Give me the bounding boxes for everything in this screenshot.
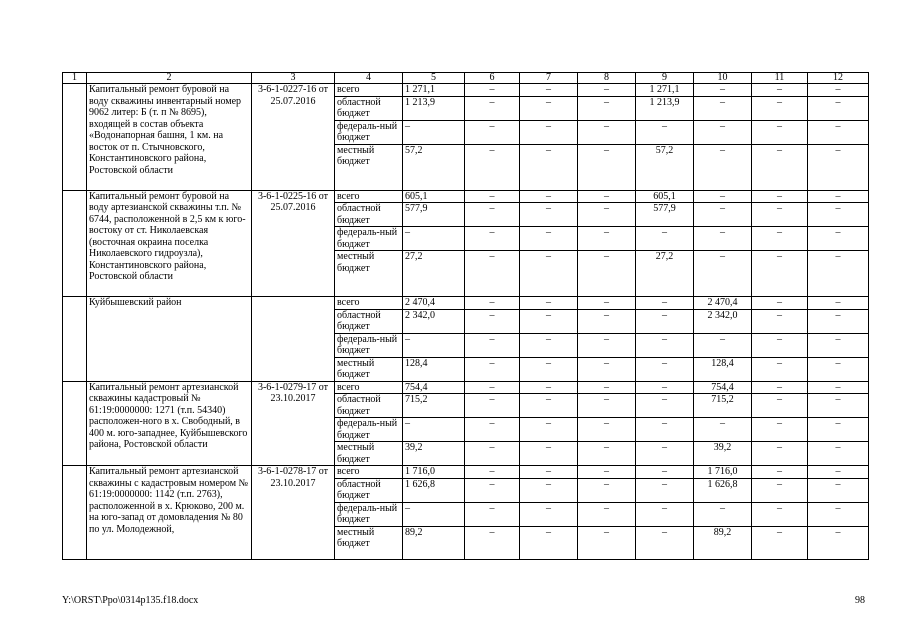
document-number-cell: 3-6-1-0278-17 от 23.10.2017	[252, 466, 335, 560]
value-cell: –	[578, 357, 636, 381]
value-cell: –	[578, 442, 636, 466]
object-name-cell: Капитальный ремонт буровой на воду артезианской скважины т.п. № 6744, расположенной в 2,5 км к юго-востоку от ст. Николаевская (восточная окраина поселка Николаевского гидроузла), Константиновского района, Ростовской области	[87, 190, 252, 297]
value-cell: –	[520, 526, 578, 559]
value-cell: –	[752, 418, 808, 442]
value-cell: –	[808, 502, 869, 526]
value-cell: 577,9	[403, 203, 465, 227]
value-cell: 39,2	[403, 442, 465, 466]
document-number-cell	[252, 297, 335, 382]
header-row	[63, 73, 869, 84]
table-row	[63, 466, 869, 479]
table-row	[63, 190, 869, 203]
value-cell: 2 470,4	[403, 297, 465, 310]
value-cell: –	[465, 418, 520, 442]
value-cell: –	[578, 418, 636, 442]
value-cell: –	[465, 442, 520, 466]
value-cell: –	[752, 466, 808, 479]
value-cell: 89,2	[694, 526, 752, 559]
value-cell: –	[808, 84, 869, 97]
value-cell: –	[520, 96, 578, 120]
value-cell: –	[465, 381, 520, 394]
value-cell: –	[752, 297, 808, 310]
value-cell: –	[578, 309, 636, 333]
value-cell: –	[636, 418, 694, 442]
value-cell: –	[520, 203, 578, 227]
value-cell: –	[465, 466, 520, 479]
value-cell: –	[636, 333, 694, 357]
column-header: 8	[578, 73, 636, 84]
value-cell: –	[808, 394, 869, 418]
value-cell: –	[694, 502, 752, 526]
row-number-cell	[63, 84, 87, 191]
value-cell: –	[752, 227, 808, 251]
value-cell: 128,4	[694, 357, 752, 381]
column-header: 1	[63, 73, 87, 84]
value-cell: –	[465, 190, 520, 203]
funding-table	[62, 72, 869, 560]
value-cell: –	[694, 227, 752, 251]
value-cell: –	[752, 478, 808, 502]
budget-category-cell: местный бюджет	[335, 526, 403, 559]
table-row	[63, 84, 869, 97]
value-cell: –	[808, 381, 869, 394]
budget-category-cell: всего	[335, 84, 403, 97]
value-cell: –	[520, 502, 578, 526]
value-cell: –	[578, 526, 636, 559]
row-number-cell	[63, 466, 87, 560]
value-cell: –	[752, 381, 808, 394]
column-header: 5	[403, 73, 465, 84]
value-cell: –	[808, 442, 869, 466]
value-cell: –	[808, 120, 869, 144]
budget-category-cell: областной бюджет	[335, 478, 403, 502]
value-cell: –	[520, 357, 578, 381]
budget-category-cell: федераль-ный бюджет	[335, 120, 403, 144]
value-cell: –	[808, 526, 869, 559]
value-cell: 89,2	[403, 526, 465, 559]
value-cell: 605,1	[636, 190, 694, 203]
value-cell: –	[752, 309, 808, 333]
budget-category-cell: местный бюджет	[335, 144, 403, 190]
value-cell: –	[694, 418, 752, 442]
value-cell: –	[403, 227, 465, 251]
value-cell: –	[808, 333, 869, 357]
value-cell: –	[636, 394, 694, 418]
value-cell: –	[808, 418, 869, 442]
footer-file-path: Y:\ORST\Ppo\0314p135.f18.docx	[62, 595, 199, 606]
value-cell: –	[520, 84, 578, 97]
value-cell: –	[465, 144, 520, 190]
value-cell: –	[636, 381, 694, 394]
value-cell: –	[403, 418, 465, 442]
table-body	[63, 73, 869, 560]
value-cell: –	[465, 394, 520, 418]
value-cell: 128,4	[403, 357, 465, 381]
value-cell: 2 342,0	[694, 309, 752, 333]
value-cell: –	[520, 478, 578, 502]
value-cell: –	[520, 120, 578, 144]
value-cell: –	[520, 227, 578, 251]
value-cell: –	[578, 203, 636, 227]
value-cell: –	[520, 297, 578, 310]
value-cell: –	[465, 251, 520, 297]
column-header: 4	[335, 73, 403, 84]
value-cell: –	[752, 144, 808, 190]
value-cell: –	[403, 120, 465, 144]
value-cell: –	[752, 526, 808, 559]
value-cell: –	[520, 466, 578, 479]
column-header: 3	[252, 73, 335, 84]
value-cell: –	[578, 96, 636, 120]
value-cell: –	[578, 502, 636, 526]
value-cell: –	[808, 309, 869, 333]
budget-category-cell: областной бюджет	[335, 394, 403, 418]
row-number-cell	[63, 381, 87, 466]
value-cell: –	[636, 120, 694, 144]
budget-category-cell: областной бюджет	[335, 309, 403, 333]
value-cell: –	[578, 190, 636, 203]
value-cell: –	[636, 466, 694, 479]
budget-category-cell: федераль-ный бюджет	[335, 502, 403, 526]
value-cell: –	[808, 466, 869, 479]
value-cell: 2 342,0	[403, 309, 465, 333]
footer-page-number: 98	[855, 595, 865, 606]
object-name-cell: Капитальный ремонт артезианской скважины кадастровый № 61:19:0000000: 1271 (т.п. 54340) расположен-ного в х. Свободный, в 400 м. юго-западнее, Куйбышевского района, Ростовской области	[87, 381, 252, 466]
value-cell: –	[752, 251, 808, 297]
value-cell: –	[808, 297, 869, 310]
value-cell: –	[465, 478, 520, 502]
value-cell: –	[636, 526, 694, 559]
value-cell: –	[578, 297, 636, 310]
value-cell: –	[752, 502, 808, 526]
value-cell: 1 213,9	[636, 96, 694, 120]
value-cell: –	[465, 333, 520, 357]
value-cell: 1 626,8	[403, 478, 465, 502]
value-cell: –	[520, 418, 578, 442]
table-row	[63, 297, 869, 310]
value-cell: –	[520, 394, 578, 418]
value-cell: –	[752, 120, 808, 144]
value-cell: –	[636, 227, 694, 251]
column-header: 7	[520, 73, 578, 84]
budget-category-cell: местный бюджет	[335, 357, 403, 381]
table-row	[63, 381, 869, 394]
value-cell: –	[694, 144, 752, 190]
value-cell: 1 626,8	[694, 478, 752, 502]
value-cell: –	[578, 120, 636, 144]
value-cell: 27,2	[636, 251, 694, 297]
budget-category-cell: федераль-ный бюджет	[335, 333, 403, 357]
value-cell: –	[520, 381, 578, 394]
value-cell: –	[465, 84, 520, 97]
value-cell: –	[465, 357, 520, 381]
value-cell: 577,9	[636, 203, 694, 227]
value-cell: –	[752, 190, 808, 203]
object-name-cell: Куйбышевский район	[87, 297, 252, 382]
value-cell: 1 271,1	[636, 84, 694, 97]
value-cell: –	[752, 357, 808, 381]
value-cell: –	[578, 227, 636, 251]
document-number-cell: 3-6-1-0279-17 от 23.10.2017	[252, 381, 335, 466]
value-cell: 2 470,4	[694, 297, 752, 310]
value-cell: –	[465, 227, 520, 251]
value-cell: –	[520, 309, 578, 333]
column-header: 11	[752, 73, 808, 84]
value-cell: –	[636, 297, 694, 310]
budget-category-cell: местный бюджет	[335, 251, 403, 297]
value-cell: –	[520, 190, 578, 203]
budget-category-cell: областной бюджет	[335, 96, 403, 120]
value-cell: –	[578, 144, 636, 190]
value-cell: 1 716,0	[403, 466, 465, 479]
value-cell: –	[465, 526, 520, 559]
value-cell: –	[808, 357, 869, 381]
value-cell: –	[520, 251, 578, 297]
value-cell: –	[752, 96, 808, 120]
value-cell: –	[636, 442, 694, 466]
value-cell: –	[752, 442, 808, 466]
value-cell: –	[752, 203, 808, 227]
value-cell: –	[694, 251, 752, 297]
value-cell: –	[578, 381, 636, 394]
value-cell: –	[808, 144, 869, 190]
value-cell: –	[694, 333, 752, 357]
object-name-cell: Капитальный ремонт буровой на воду скважины инвентарный номер 9062 литер: Б (т. п № 8695), входящей в состав объекта «Водонапорная башня, 1 км. на восток от п. Стычновского, Константиновского района, Ростовской области	[87, 84, 252, 191]
column-header: 2	[87, 73, 252, 84]
value-cell: –	[694, 96, 752, 120]
value-cell: –	[694, 190, 752, 203]
value-cell: –	[752, 394, 808, 418]
value-cell: –	[465, 297, 520, 310]
value-cell: –	[578, 84, 636, 97]
object-name-cell: Капитальный ремонт артезианской скважины с кадастровым номером № 61:19:0000000: 1142 (т.п. 2763), расположенной в х. Крюково, 200 м. на юго-запад от домовладения № 80 по ул. Молодежной,	[87, 466, 252, 560]
value-cell: –	[808, 227, 869, 251]
value-cell: –	[465, 96, 520, 120]
value-cell: –	[752, 333, 808, 357]
value-cell: 1 716,0	[694, 466, 752, 479]
value-cell: –	[636, 357, 694, 381]
value-cell: 754,4	[403, 381, 465, 394]
value-cell: –	[578, 466, 636, 479]
value-cell: –	[465, 502, 520, 526]
budget-category-cell: федераль-ный бюджет	[335, 227, 403, 251]
value-cell: –	[636, 309, 694, 333]
column-header: 12	[808, 73, 869, 84]
column-header: 10	[694, 73, 752, 84]
value-cell: –	[520, 333, 578, 357]
value-cell: –	[465, 203, 520, 227]
value-cell: 39,2	[694, 442, 752, 466]
value-cell: –	[636, 478, 694, 502]
value-cell: –	[752, 84, 808, 97]
value-cell: –	[465, 120, 520, 144]
value-cell: –	[636, 502, 694, 526]
budget-category-cell: местный бюджет	[335, 442, 403, 466]
budget-category-cell: всего	[335, 297, 403, 310]
value-cell: 1 213,9	[403, 96, 465, 120]
budget-category-cell: всего	[335, 190, 403, 203]
document-number-cell: 3-6-1-0225-16 от 25.07.2016	[252, 190, 335, 297]
budget-category-cell: всего	[335, 466, 403, 479]
row-number-cell	[63, 297, 87, 382]
value-cell: 754,4	[694, 381, 752, 394]
value-cell: –	[578, 394, 636, 418]
value-cell: –	[808, 203, 869, 227]
value-cell: –	[403, 502, 465, 526]
value-cell: 1 271,1	[403, 84, 465, 97]
value-cell: –	[808, 251, 869, 297]
value-cell: –	[578, 478, 636, 502]
budget-category-cell: федераль-ный бюджет	[335, 418, 403, 442]
column-header: 9	[636, 73, 694, 84]
value-cell: 605,1	[403, 190, 465, 203]
column-header: 6	[465, 73, 520, 84]
value-cell: –	[465, 309, 520, 333]
document-number-cell: 3-6-1-0227-16 от 25.07.2016	[252, 84, 335, 191]
value-cell: 57,2	[403, 144, 465, 190]
value-cell: –	[808, 478, 869, 502]
row-number-cell	[63, 190, 87, 297]
value-cell: –	[520, 144, 578, 190]
value-cell: –	[578, 333, 636, 357]
value-cell: 57,2	[636, 144, 694, 190]
value-cell: 715,2	[403, 394, 465, 418]
value-cell: –	[403, 333, 465, 357]
value-cell: –	[808, 190, 869, 203]
value-cell: –	[520, 442, 578, 466]
value-cell: 27,2	[403, 251, 465, 297]
budget-category-cell: всего	[335, 381, 403, 394]
value-cell: –	[694, 120, 752, 144]
value-cell: –	[808, 96, 869, 120]
value-cell: –	[694, 203, 752, 227]
value-cell: 715,2	[694, 394, 752, 418]
value-cell: –	[694, 84, 752, 97]
budget-category-cell: областной бюджет	[335, 203, 403, 227]
value-cell: –	[578, 251, 636, 297]
